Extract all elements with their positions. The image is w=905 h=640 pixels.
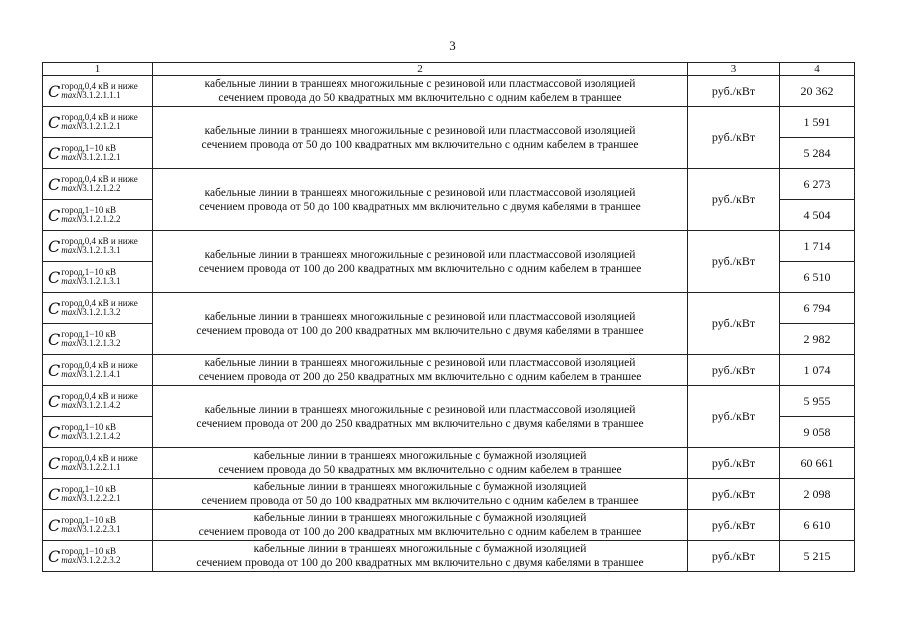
rate-subscript-number: 3.1.2.2.3.1	[82, 523, 121, 534]
rate-subscript-number: 3.1.2.2.2.1	[82, 492, 121, 503]
rate-superscript: город,0,4 кВ и ниже	[61, 173, 138, 184]
unit-cell: руб./кВт	[688, 231, 780, 293]
rate-subscript-prefix: maxN	[61, 368, 83, 379]
rate-subscript	[61, 184, 137, 193]
rate-subscript-number: 3.1.2.1.4.1	[82, 368, 121, 379]
rate-value-cell: 9 058	[780, 417, 855, 448]
description-line-2: сечением провода от 50 до 100 квадратных мм включительно с двумя кабелями в траншее	[199, 200, 641, 213]
rate-subscript	[61, 246, 137, 255]
rate-value-cell: 1 714	[780, 231, 855, 262]
rate-subscript-number: 3.1.2.1.3.1	[82, 275, 121, 286]
description-line-2: сечением провода от 100 до 200 квадратных мм включительно с двумя кабелями в траншее	[196, 557, 644, 569]
column-header-2: 2	[153, 63, 688, 76]
rate-value-cell: 5 215	[780, 541, 855, 572]
rate-superscript: город,1−10 кВ	[61, 421, 116, 432]
description-cell	[153, 355, 688, 386]
rate-indices	[61, 454, 137, 472]
rate-indices	[61, 82, 137, 100]
rate-code	[48, 547, 121, 566]
description-line-1: кабельные линии в траншеях многожильные с резиновой или пластмассовой изоляцией	[204, 186, 636, 199]
description-line-1: кабельные линии в траншеях многожильные с бумажной изоляцией	[253, 450, 587, 462]
rate-indices	[61, 392, 137, 410]
rate-symbol: C	[48, 267, 61, 287]
rate-subscript-number: 3.1.2.1.2.2	[82, 213, 121, 224]
unit-cell: руб./кВт	[688, 76, 780, 107]
description-line-2: сечением провода до 50 квадратных мм включительно с одним кабелем в траншее	[218, 92, 622, 104]
description-line-1: кабельные линии в траншеях многожильные с резиновой или пластмассовой изоляцией	[204, 78, 636, 90]
rate-indices	[61, 237, 137, 255]
rate-code-cell	[43, 231, 153, 262]
rate-indices	[61, 516, 120, 534]
rate-subscript-prefix: maxN	[61, 399, 83, 410]
description-cell	[153, 541, 688, 572]
rate-superscript: город,1−10 кВ	[61, 142, 116, 153]
rate-indices	[61, 144, 120, 162]
rate-subscript-prefix: maxN	[61, 430, 83, 441]
rate-symbol: C	[48, 422, 61, 442]
table-row	[43, 355, 855, 386]
rate-superscript: город,0,4 кВ и ниже	[61, 297, 138, 308]
rate-superscript: город,0,4 кВ и ниже	[61, 235, 138, 246]
rate-superscript: город,1−10 кВ	[61, 483, 116, 494]
rate-value-cell: 1 074	[780, 355, 855, 386]
rate-subscript-number: 3.1.2.1.4.2	[82, 399, 121, 410]
rate-subscript	[61, 401, 137, 410]
rate-subscript-prefix: maxN	[61, 337, 83, 348]
unit-cell: руб./кВт	[688, 355, 780, 386]
rate-value-cell: 6 610	[780, 510, 855, 541]
rate-subscript	[61, 432, 120, 441]
rate-symbol: C	[48, 143, 61, 163]
description-line-2: сечением провода от 100 до 200 квадратных мм включительно с одним кабелем в траншее	[198, 262, 642, 275]
unit-cell: руб./кВт	[688, 169, 780, 231]
rate-code-cell	[43, 510, 153, 541]
rate-subscript	[61, 91, 137, 100]
rate-code-cell	[43, 107, 153, 138]
description-line-2: сечением провода от 100 до 200 квадратных мм включительно с двумя кабелями в траншее	[196, 324, 644, 337]
table-row	[43, 231, 855, 262]
rate-symbol: C	[48, 205, 61, 225]
rate-subscript-prefix: maxN	[61, 151, 83, 162]
rate-superscript: город,0,4 кВ и ниже	[61, 80, 138, 91]
rate-subscript-prefix: maxN	[61, 306, 83, 317]
rate-subscript	[61, 370, 137, 379]
rate-code	[48, 516, 121, 535]
unit-cell: руб./кВт	[688, 386, 780, 448]
description-cell	[153, 107, 688, 169]
table-body	[43, 76, 855, 572]
rate-symbol: C	[48, 329, 61, 349]
description-line-2: сечением провода от 50 до 100 квадратных мм включительно с одним кабелем в траншее	[201, 495, 639, 507]
rate-symbol: C	[48, 112, 61, 132]
rate-subscript-prefix: maxN	[61, 461, 83, 472]
rate-subscript-prefix: maxN	[61, 275, 83, 286]
description-cell	[153, 510, 688, 541]
rate-subscript	[61, 339, 120, 348]
rate-indices	[61, 175, 137, 193]
rate-subscript-number: 3.1.2.1.4.2	[82, 430, 121, 441]
description-line-1: кабельные линии в траншеях многожильные с резиновой или пластмассовой изоляцией	[204, 248, 636, 261]
rate-superscript: город,0,4 кВ и ниже	[61, 452, 138, 463]
unit-cell: руб./кВт	[688, 510, 780, 541]
description-cell	[153, 169, 688, 231]
rate-subscript-prefix: maxN	[61, 492, 83, 503]
description-line-1: кабельные линии в траншеях многожильные с резиновой или пластмассовой изоляцией	[204, 124, 636, 137]
rate-subscript-prefix: maxN	[61, 554, 83, 565]
rate-code	[48, 82, 138, 101]
rate-indices	[61, 299, 137, 317]
rate-symbol: C	[48, 484, 61, 504]
rate-subscript-number: 3.1.2.1.3.2	[82, 337, 121, 348]
rate-indices	[61, 206, 120, 224]
table-row	[43, 479, 855, 510]
rate-value-cell: 1 591	[780, 107, 855, 138]
rate-value-cell: 60 661	[780, 448, 855, 479]
rate-symbol: C	[48, 174, 61, 194]
rate-code	[48, 361, 138, 380]
description-cell	[153, 448, 688, 479]
rate-subscript-number: 3.1.2.1.2.1	[82, 151, 121, 162]
description-cell	[153, 479, 688, 510]
rate-subscript	[61, 308, 137, 317]
unit-cell: руб./кВт	[688, 448, 780, 479]
table-row	[43, 107, 855, 138]
rate-symbol: C	[48, 81, 61, 101]
rate-code-cell	[43, 355, 153, 386]
unit-cell: руб./кВт	[688, 107, 780, 169]
description-line-1: кабельные линии в траншеях многожильные с резиновой или пластмассовой изоляцией	[204, 310, 636, 323]
rate-superscript: город,0,4 кВ и ниже	[61, 390, 138, 401]
rate-value-cell: 4 504	[780, 200, 855, 231]
rate-subscript-number: 3.1.2.2.1.1	[82, 461, 121, 472]
rate-code-cell	[43, 448, 153, 479]
rate-code-cell	[43, 138, 153, 169]
description-line-2: сечением провода от 200 до 250 квадратных мм включительно с двумя кабелями в траншее	[196, 417, 644, 430]
rate-code	[48, 299, 138, 318]
column-header-4: 4	[780, 63, 855, 76]
description-line-1: кабельные линии в траншеях многожильные с бумажной изоляцией	[253, 481, 587, 493]
rate-subscript	[61, 122, 137, 131]
description-line-1: кабельные линии в траншеях многожильные с бумажной изоляцией	[253, 543, 587, 555]
table-row	[43, 448, 855, 479]
rate-code-cell	[43, 293, 153, 324]
rate-value-cell: 5 284	[780, 138, 855, 169]
description-line-2: сечением провода от 50 до 100 квадратных мм включительно с одним кабелем в траншее	[201, 138, 639, 151]
unit-cell: руб./кВт	[688, 479, 780, 510]
rate-superscript: город,0,4 кВ и ниже	[61, 111, 138, 122]
description-line-1: кабельные линии в траншеях многожильные с резиновой или пластмассовой изоляцией	[204, 357, 636, 369]
rate-code	[48, 330, 121, 349]
rate-superscript: город,1−10 кВ	[61, 514, 116, 525]
rate-subscript	[61, 556, 120, 565]
rate-symbol: C	[48, 236, 61, 256]
rate-subscript-number: 3.1.2.1.2.2	[82, 182, 121, 193]
rate-code-cell	[43, 324, 153, 355]
description-line-1: кабельные линии в траншеях многожильные с бумажной изоляцией	[253, 512, 587, 524]
rate-subscript-number: 3.1.2.2.3.2	[82, 554, 121, 565]
rate-superscript: город,0,4 кВ и ниже	[61, 359, 138, 370]
rate-superscript: город,1−10 кВ	[61, 328, 116, 339]
rate-value-cell: 6 273	[780, 169, 855, 200]
rate-subscript-prefix: maxN	[61, 523, 83, 534]
rate-value-cell: 20 362	[780, 76, 855, 107]
rate-code-cell	[43, 169, 153, 200]
table-row	[43, 541, 855, 572]
rate-subscript-number: 3.1.2.1.1.1	[82, 89, 121, 100]
rate-indices	[61, 330, 120, 348]
rate-symbol: C	[48, 391, 61, 411]
rate-code-cell	[43, 76, 153, 107]
rate-code-cell	[43, 417, 153, 448]
rate-subscript-number: 3.1.2.1.2.1	[82, 120, 121, 131]
description-line-2: сечением провода до 50 квадратных мм включительно с одним кабелем в траншее	[218, 464, 622, 476]
description-cell	[153, 293, 688, 355]
rate-symbol: C	[48, 298, 61, 318]
rate-code	[48, 268, 121, 287]
table-row	[43, 169, 855, 200]
rate-code-cell	[43, 479, 153, 510]
rate-code	[48, 485, 121, 504]
rate-code	[48, 206, 121, 225]
description-cell	[153, 386, 688, 448]
rate-value-cell: 2 098	[780, 479, 855, 510]
table-header-row	[43, 63, 855, 76]
rate-symbol: C	[48, 360, 61, 380]
rate-code	[48, 113, 138, 132]
rate-indices	[61, 113, 137, 131]
table-row	[43, 293, 855, 324]
column-header-3: 3	[688, 63, 780, 76]
rate-indices	[61, 547, 120, 565]
table-row	[43, 510, 855, 541]
description-line-1: кабельные линии в траншеях многожильные с резиновой или пластмассовой изоляцией	[204, 403, 636, 416]
rate-indices	[61, 268, 120, 286]
description-cell	[153, 231, 688, 293]
rate-code	[48, 423, 121, 442]
page-number: 3	[449, 38, 456, 53]
column-header-1: 1	[43, 63, 153, 76]
rate-code-cell	[43, 386, 153, 417]
rate-symbol: C	[48, 453, 61, 473]
rate-subscript	[61, 494, 120, 503]
rate-subscript	[61, 215, 120, 224]
rate-superscript: город,1−10 кВ	[61, 204, 116, 215]
description-cell	[153, 76, 688, 107]
table-row	[43, 76, 855, 107]
rate-subscript-prefix: maxN	[61, 244, 83, 255]
rate-value-cell: 5 955	[780, 386, 855, 417]
unit-cell: руб./кВт	[688, 541, 780, 572]
rate-value-cell: 2 982	[780, 324, 855, 355]
unit-cell: руб./кВт	[688, 293, 780, 355]
rate-subscript-prefix: maxN	[61, 89, 83, 100]
table-row	[43, 386, 855, 417]
rate-value-cell: 6 510	[780, 262, 855, 293]
rate-subscript	[61, 277, 120, 286]
rate-subscript	[61, 463, 137, 472]
rate-subscript	[61, 525, 120, 534]
rate-subscript	[61, 153, 120, 162]
rate-indices	[61, 361, 137, 379]
rate-code-cell	[43, 200, 153, 231]
rate-code	[48, 454, 138, 473]
rate-code	[48, 237, 138, 256]
description-line-2: сечением провода от 100 до 200 квадратных мм включительно с одним кабелем в траншее	[198, 526, 642, 538]
description-line-2: сечением провода от 200 до 250 квадратных мм включительно с одним кабелем в траншее	[198, 371, 642, 383]
tariff-table	[42, 62, 855, 572]
rate-subscript-prefix: maxN	[61, 213, 83, 224]
rate-subscript-number: 3.1.2.1.3.2	[82, 306, 121, 317]
rate-symbol: C	[48, 515, 61, 535]
rate-superscript: город,1−10 кВ	[61, 545, 116, 556]
rate-code	[48, 392, 138, 411]
rate-code-cell	[43, 541, 153, 572]
rate-symbol: C	[48, 546, 61, 566]
rate-code	[48, 144, 121, 163]
rate-value-cell: 6 794	[780, 293, 855, 324]
rate-code	[48, 175, 138, 194]
rate-indices	[61, 485, 120, 503]
rate-indices	[61, 423, 120, 441]
rate-subscript-number: 3.1.2.1.3.1	[82, 244, 121, 255]
rate-superscript: город,1−10 кВ	[61, 266, 116, 277]
rate-code-cell	[43, 262, 153, 293]
rate-subscript-prefix: maxN	[61, 120, 83, 131]
rate-subscript-prefix: maxN	[61, 182, 83, 193]
